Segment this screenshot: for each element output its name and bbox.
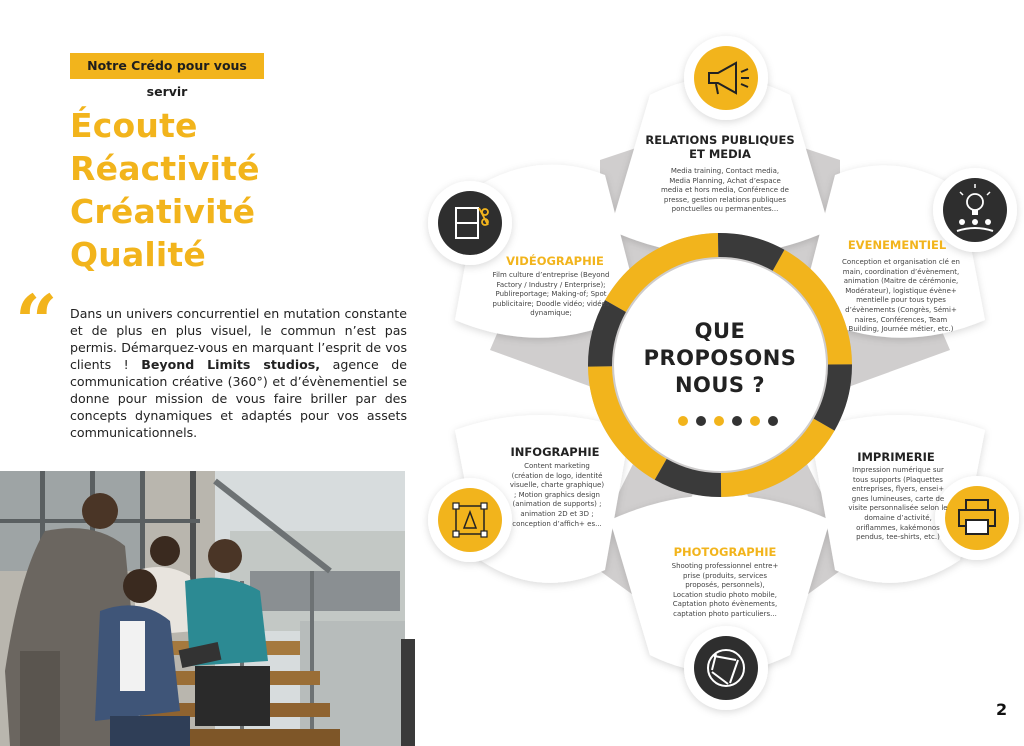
page-number: 2 [996, 700, 1008, 719]
intro-text-1: Dans un univers concurrentiel en mutation constante et de plus en plus visuel, le commun n’est pas permis. Démarquez-vous en marquant l’esprit de vos clients ! [70, 306, 407, 372]
center-line-1: QUE [694, 319, 746, 343]
center-line-2: PROPOSONS [643, 346, 797, 370]
brand-name: Beyond Limits studios, [141, 357, 321, 372]
rp-title-line2: ET MEDIA [689, 147, 751, 161]
center-heading [640, 318, 800, 399]
videographie-title: VIDÉOGRAPHIE [506, 254, 604, 268]
center-line-3: NOUS ? [674, 373, 766, 397]
photographie-title: PHOTOGRAPHIE [673, 545, 777, 559]
intro-text-2: agence de communication créative (360°) et d’évènementiel se donne pour mission de vous faire briller par des concepts dynamiques et adaptés pour vos assets communicationnels. [70, 357, 407, 440]
credo-tag: Notre Crédo pour vous servir [70, 53, 264, 79]
rp-title [630, 133, 810, 161]
imprimerie-title: IMPRIMERIE [857, 450, 935, 464]
value-creativite: Créativité [70, 192, 256, 231]
photographie-description: Shooting professionnel entre+ prise (produits, services proposés, personnels), Location studio photo mobile, Captation photo évènements, captation photo particuliers... [671, 562, 779, 618]
videographie-description: Film culture d’entreprise (Beyond Factory / Industry / Enterprise); Publireportage; Making-of; Spot publicitaire; Doodle vidéo; vidéos dynamique; [492, 271, 610, 318]
evenementiel-title: EVENEMENTIEL [847, 238, 947, 252]
rp-title-line1: RELATIONS PUBLIQUES [645, 133, 795, 147]
value-ecoute: Écoute [70, 106, 198, 145]
megaphone-icon [684, 36, 768, 120]
quote-mark-icon: “ [15, 280, 58, 366]
imprimerie-description: Impression numérique sur tous supports (Plaquettes entreprises, flyers, ensei+ gnes lumineuses, carte de visite personnalisée selon le domaine d’activité, oriflammes, kakémonos pendus, tee-shirts, etc.) [848, 466, 948, 542]
infographie-description: Content marketing (création de logo, identité visuelle, charte graphique) ; Motion graphics design (animation de supports) ; animation 2D et 3D ; conception d’affich+ es... [509, 462, 605, 528]
infographie-title: INFOGRAPHIE [510, 445, 600, 459]
rp-description: Media training, Contact media, Media Planning, Achat d’espace media et hors media, Conférence de presse, gestion relations publiques ponctuelles ou permanentes... [660, 167, 789, 214]
evenementiel-description: Conception et organisation clé en main, coordination d’évènement, animation (Maitre de cérémonie, Modérateur), logistique évène+ mentielle pour tous types d’évènements (Congrès, Sémi+ naires, Conférences, Team Building, Journée métier, etc.) [842, 258, 960, 334]
film-scissors-icon [428, 181, 512, 265]
camera-aperture-icon [684, 626, 768, 710]
vector-design-icon [428, 478, 512, 562]
value-reactivite: Réactivité [70, 149, 260, 188]
value-qualite: Qualité [70, 235, 206, 274]
